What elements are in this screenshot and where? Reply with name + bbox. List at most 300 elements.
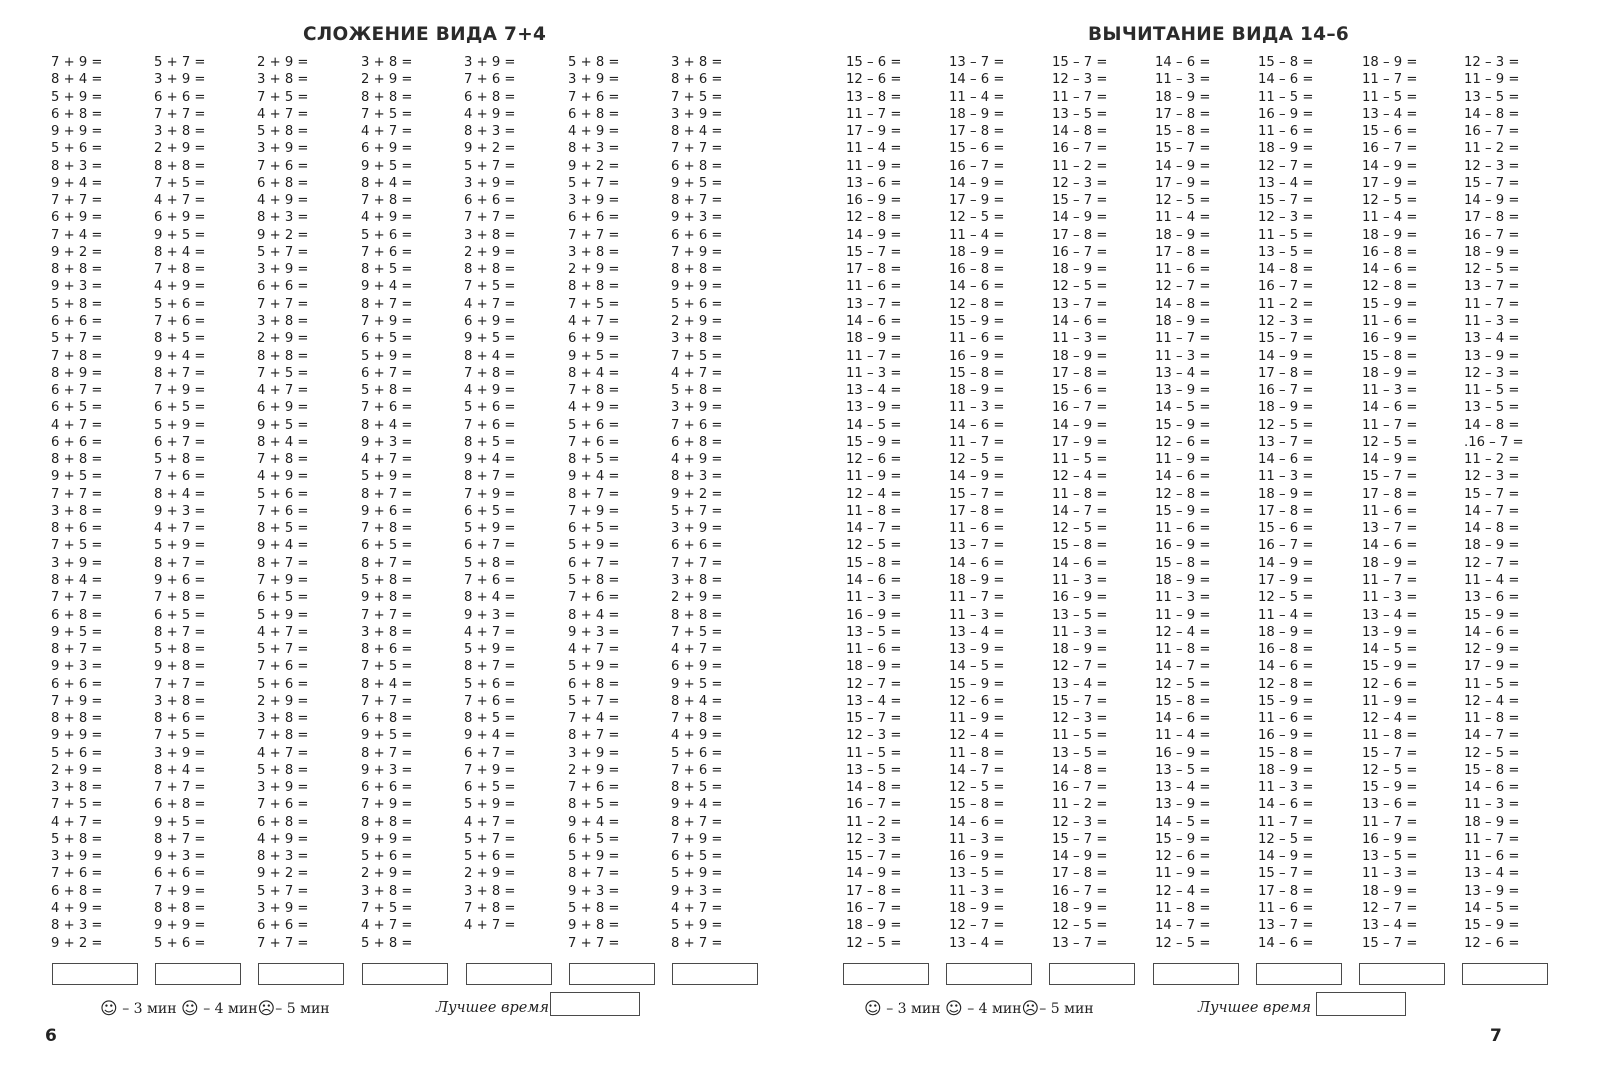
exercise-item: 9 + 2 = (464, 141, 516, 157)
exercise-item: 9 + 2 = (671, 486, 723, 502)
exercise-item: 8 + 3 = (671, 469, 723, 485)
exercise-item: 7 + 9 = (464, 762, 516, 778)
exercise-item: 16 – 9 = (1362, 831, 1418, 847)
exercise-item: 7 + 5 = (361, 901, 413, 917)
column-time-box[interactable] (1153, 963, 1239, 985)
exercise-item: 8 + 8 = (51, 711, 103, 727)
exercise-item: 5 + 6 = (361, 227, 413, 243)
exercise-item: 12 – 3 = (1052, 814, 1108, 830)
exercise-item: 14 – 8 = (1258, 262, 1314, 278)
exercise-item: 8 + 4 = (361, 676, 413, 692)
exercise-item: 14 – 9 = (949, 469, 1005, 485)
exercise-item: 11 – 9 = (1155, 866, 1211, 882)
exercise-item: 7 + 4 = (51, 227, 103, 243)
exercise-item: 7 + 5 = (671, 624, 723, 640)
exercise-column (949, 54, 1004, 952)
exercise-item: 4 + 7 = (361, 124, 413, 140)
exercise-item: 16 – 7 = (949, 158, 1005, 174)
exercise-item: 3 + 9 = (257, 780, 309, 796)
exercise-item: 9 + 3 = (51, 659, 103, 675)
exercise-item: 14 – 6 = (1258, 72, 1314, 88)
exercise-item: 11 – 4 = (1464, 572, 1520, 588)
exercise-item: 13 – 5 = (1052, 745, 1108, 761)
best-time-label: Лучшее время (436, 1000, 549, 1016)
exercise-item: 16 – 8 = (1258, 642, 1314, 658)
exercise-item: 11 – 3 = (1155, 348, 1211, 364)
exercise-item: 6 + 6 = (568, 210, 620, 226)
exercise-item: 9 + 2 = (257, 227, 309, 243)
exercise-item: 11 – 8 = (1052, 486, 1108, 502)
exercise-column (154, 54, 205, 952)
exercise-item: 12 – 8 = (1258, 676, 1314, 692)
exercise-item: 17 – 9 = (1362, 175, 1418, 191)
exercise-item: 4 + 9 = (568, 124, 620, 140)
exercise-item: 8 + 5 = (154, 331, 206, 347)
exercise-item: 6 + 5 = (464, 780, 516, 796)
exercise-item: 7 + 5 = (257, 365, 309, 381)
column-time-box[interactable] (1256, 963, 1342, 985)
exercise-item: 14 – 6 = (949, 72, 1005, 88)
exercise-item: 6 + 6 = (154, 866, 206, 882)
exercise-item: 18 – 9 = (846, 918, 902, 934)
exercise-item: 5 + 8 = (154, 642, 206, 658)
exercise-item: 14 – 7 = (1155, 659, 1211, 675)
exercise-item: 17 – 8 = (1258, 503, 1314, 519)
exercise-item: 7 + 5 = (51, 538, 103, 554)
exercise-item: 12 – 7 = (1258, 158, 1314, 174)
exercise-item: 11 – 3 = (949, 831, 1005, 847)
column-time-box[interactable] (1462, 963, 1548, 985)
exercise-item: 14 – 7 = (1052, 503, 1108, 519)
exercise-item: 13 – 6 = (1362, 797, 1418, 813)
exercise-item: 9 + 4 = (568, 814, 620, 830)
exercise-item: 9 + 9 = (154, 918, 206, 934)
exercise-item: 14 – 6 = (1155, 469, 1211, 485)
exercise-item: 8 + 3 = (568, 141, 620, 157)
exercise-item: 13 – 7 = (1052, 296, 1108, 312)
exercise-item: 9 + 5 = (154, 227, 206, 243)
exercise-item: 14 – 7 = (949, 762, 1005, 778)
exercise-item: 14 – 6 = (1052, 555, 1108, 571)
exercise-item: 15 – 9 = (1155, 417, 1211, 433)
exercise-item: 11 – 3 = (1052, 624, 1108, 640)
exercise-item: 15 – 9 = (1464, 607, 1520, 623)
exercise-item: 11 – 7 = (846, 106, 902, 122)
exercise-item: 8 + 3 = (51, 918, 103, 934)
exercise-item: 14 – 6 = (1258, 935, 1314, 951)
exercise-item: 16 – 7 = (1258, 279, 1314, 295)
page-title: ВЫЧИТАНИЕ ВИДА 14–6 (1088, 24, 1350, 45)
exercise-item: 5 + 8 = (671, 383, 723, 399)
exercise-item: 8 + 7 = (361, 745, 413, 761)
exercise-item: 14 – 9 = (846, 227, 902, 243)
exercise-item: 18 – 9 = (949, 106, 1005, 122)
exercise-item: 11 – 4 = (846, 141, 902, 157)
exercise-item: 14 – 9 = (1052, 849, 1108, 865)
exercise-item: 7 + 8 = (464, 901, 516, 917)
exercise-item: 3 + 8 = (154, 693, 206, 709)
exercise-item: 9 + 3 = (361, 762, 413, 778)
exercise-item: 14 – 8 = (1464, 106, 1520, 122)
exercise-item: 3 + 8 = (154, 124, 206, 140)
exercise-item: 15 – 6 = (1258, 521, 1314, 537)
exercise-item: 7 + 5 = (257, 89, 309, 105)
time-legend (100, 999, 330, 1019)
exercise-item: 4 + 7 = (257, 106, 309, 122)
exercise-item: 18 – 9 = (1052, 642, 1108, 658)
exercise-item: 12 – 5 = (1258, 590, 1314, 606)
exercise-item: 15 – 9 = (1155, 503, 1211, 519)
exercise-item: 12 – 3 = (846, 831, 902, 847)
exercise-item: 8 + 7 = (154, 555, 206, 571)
exercise-item: 11 – 7 = (1362, 814, 1418, 830)
exercise-item: 5 + 9 = (671, 866, 723, 882)
exercise-item: 18 – 9 = (1258, 141, 1314, 157)
exercise-item: 7 + 5 = (361, 106, 413, 122)
exercise-item: 17 – 8 = (1258, 365, 1314, 381)
exercise-item: 7 + 6 = (464, 72, 516, 88)
exercise-item: 11 – 7 = (1464, 296, 1520, 312)
exercise-item: 14 – 6 = (1052, 313, 1108, 329)
column-time-box[interactable] (569, 963, 655, 985)
exercise-item: 13 – 7 = (1362, 521, 1418, 537)
exercise-item: 12 – 8 = (949, 296, 1005, 312)
exercise-item: 6 + 5 = (671, 849, 723, 865)
exercise-item: 11 – 7 = (1362, 572, 1418, 588)
exercise-item: 7 + 7 = (51, 193, 103, 209)
exercise-item: 7 + 9 = (51, 693, 103, 709)
exercise-item: 11 – 8 = (1155, 642, 1211, 658)
exercise-item: 4 + 7 = (154, 521, 206, 537)
exercise-item: 14 – 9 = (1258, 849, 1314, 865)
legend-3min: – 3 мин (886, 1001, 941, 1017)
exercise-column (1155, 54, 1210, 952)
exercise-item: 14 – 5 = (846, 417, 902, 433)
exercise-item: 8 + 4 = (257, 434, 309, 450)
exercise-item: 11 – 2 = (1052, 797, 1108, 813)
column-time-box[interactable] (1359, 963, 1445, 985)
exercise-item: 11 – 6 = (949, 331, 1005, 347)
exercise-item: 8 + 7 = (671, 193, 723, 209)
exercise-column (51, 54, 102, 952)
column-time-box[interactable] (466, 963, 552, 985)
exercise-item: 16 – 9 = (949, 348, 1005, 364)
exercise-item: 6 + 7 = (568, 555, 620, 571)
exercise-item: 8 + 6 = (51, 521, 103, 537)
column-time-box[interactable] (258, 963, 344, 985)
exercise-item: 15 – 7 = (1258, 193, 1314, 209)
exercise-item: 7 + 6 = (361, 400, 413, 416)
exercise-item: 11 – 3 = (949, 400, 1005, 416)
sad-face-icon: ☹ (257, 999, 276, 1019)
exercise-item: 14 – 9 = (1052, 210, 1108, 226)
exercise-item: 8 + 5 = (464, 711, 516, 727)
exercise-item: 17 – 8 = (1052, 866, 1108, 882)
column-time-box[interactable] (52, 963, 138, 985)
exercise-item: 13 – 4 = (846, 693, 902, 709)
exercise-item: 18 – 9 = (1155, 227, 1211, 243)
exercise-item: 4 + 7 = (568, 313, 620, 329)
best-time-box[interactable] (550, 992, 640, 1016)
exercise-item: 15 – 9 = (1362, 780, 1418, 796)
exercise-item: 7 + 8 = (154, 590, 206, 606)
exercise-item: 6 + 8 = (671, 434, 723, 450)
exercise-item: 11 – 9 = (1464, 72, 1520, 88)
exercise-item: 14 – 5 = (1464, 901, 1520, 917)
exercise-item: 11 – 5 = (1362, 89, 1418, 105)
exercise-item: 5 + 9 = (154, 538, 206, 554)
exercise-item: 8 + 7 = (568, 486, 620, 502)
exercise-item: 16 – 9 = (846, 607, 902, 623)
exercise-item: 8 + 5 = (568, 452, 620, 468)
exercise-item: 7 + 8 = (257, 728, 309, 744)
exercise-item: 15 – 8 = (1258, 55, 1314, 70)
exercise-column (568, 54, 619, 952)
exercise-item: 8 + 8 = (154, 158, 206, 174)
exercise-item: 5 + 7 = (568, 693, 620, 709)
exercise-item: 5 + 8 = (51, 296, 103, 312)
exercise-item: 11 – 7 = (1362, 417, 1418, 433)
exercise-item: 15 – 8 = (1155, 124, 1211, 140)
exercise-item: 5 + 7 = (257, 244, 309, 260)
exercise-item: 12 – 5 = (1155, 676, 1211, 692)
exercise-item: 3 + 9 = (154, 72, 206, 88)
page-number: 6 (45, 1026, 57, 1046)
exercise-item: 6 + 5 = (361, 331, 413, 347)
exercise-item: 18 – 9 = (1052, 348, 1108, 364)
exercise-item: 13 – 5 = (1052, 106, 1108, 122)
exercise-item: 7 + 7 = (154, 676, 206, 692)
exercise-item: 7 + 6 = (671, 762, 723, 778)
exercise-item: 8 + 7 = (154, 831, 206, 847)
exercise-item: 13 – 9 = (1155, 797, 1211, 813)
exercise-item: 14 – 5 = (1155, 400, 1211, 416)
exercise-item: 15 – 9 = (1464, 918, 1520, 934)
exercise-item: 18 – 9 = (949, 901, 1005, 917)
exercise-item: 4 + 7 = (671, 365, 723, 381)
exercise-item: 2 + 9 = (257, 693, 309, 709)
exercise-item: 11 – 9 = (846, 469, 902, 485)
exercise-item: 12 – 4 = (1464, 693, 1520, 709)
exercise-item: 8 + 7 = (257, 555, 309, 571)
exercise-item: 18 – 9 = (949, 572, 1005, 588)
exercise-item: 5 + 9 = (257, 607, 309, 623)
exercise-item: 5 + 8 = (568, 901, 620, 917)
exercise-item: 9 + 3 = (568, 624, 620, 640)
neutral-face-icon: ☺ (945, 999, 963, 1019)
exercise-item: 5 + 6 = (464, 849, 516, 865)
exercise-item: 8 + 4 = (361, 417, 413, 433)
exercise-item: 3 + 8 = (361, 55, 413, 70)
exercise-item: 11 – 3 = (1464, 313, 1520, 329)
exercise-item: 4 + 9 = (257, 469, 309, 485)
exercise-item: 11 – 8 = (1155, 901, 1211, 917)
exercise-item: 4 + 9 = (257, 193, 309, 209)
exercise-item: 4 + 7 = (257, 745, 309, 761)
exercise-item: 14 – 6 = (1155, 55, 1211, 70)
exercise-item: 13 – 4 = (1258, 175, 1314, 191)
exercise-item: 16 – 9 = (1155, 745, 1211, 761)
exercise-item: 5 + 9 = (361, 469, 413, 485)
exercise-item: 15 – 9 = (949, 676, 1005, 692)
exercise-item: 5 + 6 = (257, 676, 309, 692)
exercise-item: 11 – 3 = (949, 607, 1005, 623)
exercise-item: 13 – 5 = (1155, 762, 1211, 778)
exercise-item: 14 – 8 = (1052, 124, 1108, 140)
exercise-item: 3 + 8 = (51, 780, 103, 796)
exercise-item: 12 – 7 = (1052, 659, 1108, 675)
exercise-item: 11 – 3 = (1362, 866, 1418, 882)
exercise-item: 18 – 9 = (1258, 400, 1314, 416)
exercise-item: 7 + 7 = (671, 141, 723, 157)
exercise-item: 13 – 4 = (1362, 918, 1418, 934)
exercise-item: 6 + 8 = (51, 883, 103, 899)
exercise-item: 12 – 5 = (1052, 279, 1108, 295)
exercise-item: 16 – 8 = (949, 262, 1005, 278)
exercise-item: 5 + 6 = (361, 849, 413, 865)
exercise-item: 6 + 8 = (154, 797, 206, 813)
exercise-item: 11 – 9 = (949, 711, 1005, 727)
exercise-item: 7 + 5 = (671, 348, 723, 364)
exercise-item: 15 – 8 = (1052, 538, 1108, 554)
exercise-item: 6 + 6 = (51, 434, 103, 450)
exercise-item: 11 – 5 = (1052, 728, 1108, 744)
exercise-item: 3 + 8 = (671, 55, 723, 70)
column-time-box[interactable] (362, 963, 448, 985)
exercise-column (257, 54, 308, 952)
exercise-item: 13 – 4 = (1155, 780, 1211, 796)
exercise-item: 14 – 6 = (1464, 624, 1520, 640)
exercise-item: 12 – 5 = (1155, 193, 1211, 209)
exercise-item: 5 + 6 = (671, 296, 723, 312)
exercise-item: 11 – 4 = (949, 227, 1005, 243)
exercise-item: 6 + 9 = (464, 313, 516, 329)
exercise-item: 11 – 9 = (846, 158, 902, 174)
exercise-item: 7 + 7 = (257, 296, 309, 312)
exercise-item: 6 + 8 = (51, 106, 103, 122)
exercise-item: 15 – 9 = (1362, 296, 1418, 312)
column-time-box[interactable] (672, 963, 758, 985)
exercise-item: 6 + 9 = (51, 210, 103, 226)
exercise-item: 11 – 2 = (1052, 158, 1108, 174)
column-time-box[interactable] (155, 963, 241, 985)
exercise-item: 8 + 7 = (361, 486, 413, 502)
exercise-item: 4 + 9 = (361, 210, 413, 226)
exercise-item: 11 – 4 = (1155, 728, 1211, 744)
right-page (806, 0, 1612, 1080)
exercise-item: 15 – 8 = (949, 365, 1005, 381)
exercise-item: 6 + 5 = (257, 590, 309, 606)
exercise-item: 5 + 6 = (154, 296, 206, 312)
exercise-item: 16 – 7 = (846, 797, 902, 813)
exercise-item: 5 + 7 = (257, 883, 309, 899)
exercise-item: 6 + 9 = (257, 400, 309, 416)
exercise-item: 8 + 3 = (257, 849, 309, 865)
exercise-item: 9 + 5 = (361, 158, 413, 174)
exercise-item: 8 + 8 = (671, 607, 723, 623)
exercise-item: 16 – 9 = (1362, 331, 1418, 347)
exercise-item: 8 + 4 = (671, 124, 723, 140)
exercise-item: 5 + 8 = (154, 452, 206, 468)
smile-icon: ☺ (864, 999, 882, 1019)
exercise-item: 13 – 4 = (1155, 365, 1211, 381)
exercise-item: 14 – 6 = (1362, 538, 1418, 554)
exercise-item: 9 + 2 = (257, 866, 309, 882)
exercise-item: 9 + 2 = (51, 935, 103, 951)
exercise-item: 8 + 3 = (464, 124, 516, 140)
exercise-item: 7 + 6 = (361, 244, 413, 260)
exercise-item: 13 – 5 = (949, 866, 1005, 882)
exercise-item: 11 – 7 = (949, 434, 1005, 450)
column-time-box[interactable] (843, 963, 929, 985)
exercise-item: 5 + 6 = (51, 745, 103, 761)
exercise-item: 5 + 6 = (51, 141, 103, 157)
exercise-item: 11 – 4 = (1258, 607, 1314, 623)
exercise-item: 11 – 4 = (949, 89, 1005, 105)
exercise-item: 12 – 8 = (1155, 486, 1211, 502)
exercise-item: 2 + 9 = (257, 331, 309, 347)
exercise-item: 11 – 7 = (949, 590, 1005, 606)
exercise-item: 12 – 7 = (1362, 901, 1418, 917)
exercise-item: 2 + 9 = (361, 866, 413, 882)
legend-4min: – 4 мин (203, 1001, 258, 1017)
exercise-item: 13 – 7 = (1052, 935, 1108, 951)
exercise-item: 18 – 9 = (1155, 572, 1211, 588)
exercise-item: 7 + 6 = (154, 313, 206, 329)
legend-5min: – 5 мин (275, 1001, 330, 1017)
exercise-item: 5 + 7 = (257, 642, 309, 658)
exercise-item: 14 – 6 = (949, 555, 1005, 571)
exercise-item: 8 + 4 = (154, 762, 206, 778)
exercise-column (464, 54, 515, 935)
exercise-item: 15 – 8 = (846, 555, 902, 571)
exercise-item: 12 – 5 = (949, 452, 1005, 468)
exercise-item: 8 + 7 = (671, 814, 723, 830)
exercise-item: 4 + 7 = (361, 452, 413, 468)
exercise-item: 3 + 9 = (671, 521, 723, 537)
exercise-item: 4 + 7 = (464, 918, 516, 934)
exercise-item: 18 – 9 = (1362, 365, 1418, 381)
exercise-column (1258, 54, 1313, 952)
exercise-item: 3 + 8 = (257, 313, 309, 329)
exercise-item: 14 – 9 = (1052, 417, 1108, 433)
legend-5min: – 5 мин (1039, 1001, 1094, 1017)
exercise-item: 12 – 3 = (1464, 469, 1520, 485)
exercise-item: 12 – 5 = (1258, 831, 1314, 847)
exercise-column (846, 54, 901, 952)
exercise-item: 9 + 4 = (464, 728, 516, 744)
exercise-item: 6 + 5 = (154, 607, 206, 623)
exercise-item: 13 – 9 = (1464, 348, 1520, 364)
exercise-item: 4 + 7 = (51, 417, 103, 433)
exercise-item: 8 + 4 = (154, 244, 206, 260)
column-time-box[interactable] (946, 963, 1032, 985)
exercise-item: 4 + 7 = (464, 296, 516, 312)
best-time-box[interactable] (1316, 992, 1406, 1016)
exercise-item: 13 – 5 = (1464, 89, 1520, 105)
exercise-item: 8 + 4 = (671, 693, 723, 709)
exercise-item: 5 + 7 = (568, 175, 620, 191)
exercise-item: 17 – 8 = (1155, 106, 1211, 122)
exercise-item: 12 – 3 = (1258, 313, 1314, 329)
exercise-item: 11 – 6 = (846, 642, 902, 658)
exercise-item: 15 – 8 = (1362, 348, 1418, 364)
exercise-item: 18 – 9 = (1155, 313, 1211, 329)
exercise-item: 6 + 7 = (361, 365, 413, 381)
column-time-box[interactable] (1049, 963, 1135, 985)
exercise-item: 14 – 8 = (1155, 296, 1211, 312)
exercise-item: 13 – 9 = (1362, 624, 1418, 640)
